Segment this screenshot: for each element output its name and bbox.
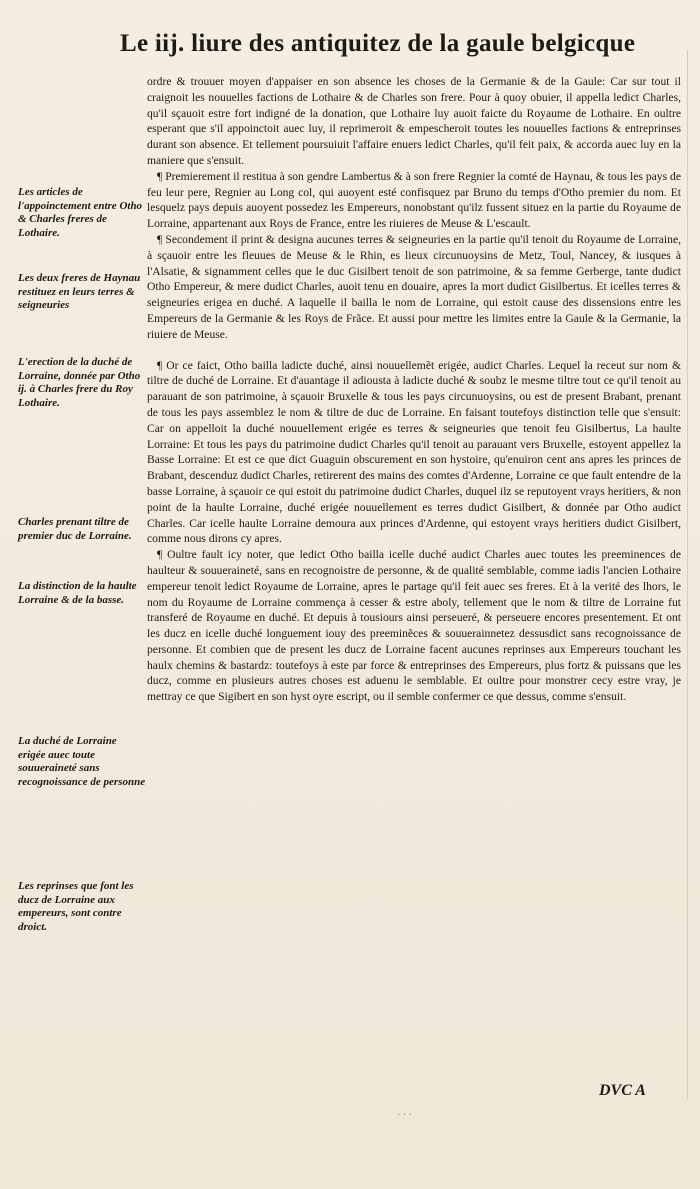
marginal-note: Charles prenant tiltre de premier duc de Lorraine. [18, 516, 132, 542]
paragraph: ¶ Premierement il restitua à son gendre Lambertus & à son frere Regnier la comté de Haynau, & tous les pays de feu leur pere, Regnier au Long col, qui auoyent esté confisquez par Bruno du temps d'Otho premier du nom. Et lesquelz pays depuis auoyent possedez les Empereurs, nonobstant qu'ilz fussent situez en la partie du Royaume de Lorraine, appartenant aux Roys de France, entre les riuieres de Meuse & L'escault. [147, 169, 681, 231]
ink-smudge: · · · [397, 1110, 412, 1121]
marginal-note: Les deux freres de Haynau restituez en leurs terres & seigneuries [18, 272, 141, 311]
marginal-note: La distinction de la haulte Lorraine & de la basse. [18, 580, 137, 606]
catchword: DVC A [599, 1082, 646, 1099]
paragraph: ¶ Secondement il print & designa aucunes terres & seigneuries en la partie qu'il tenoit du Royaume de Lorraine, à sçauoir entre les fleuues de Meuse & le Rhin, es lieux circunuoysins de Metz, Toul, Nancey, & iusques à l'Alsatie, & signamment celles que le duc Gisilbert tenoit de son patrimoine, & sa femme Gerberge, tante dudict Otho Empereur, & mere dudict Charles, auoit tenu en douaire, apres la mort dudict Gisilbertus. Et icelles terres & seigneuries erigea en duché. A laquelle il bailla le nom de Lorraine, qui estoit cause des dissensions entre les Empereurs de la Germanie & les Roys de Frãce. Et aussi pour mettre les limites entre la Gaule & la Germanie, la riuiere de Meuse. [147, 232, 681, 341]
page-edge [687, 50, 688, 1100]
marginal-note: La duché de Lorraine erigée auec toute souueraineté sans recognoissance de personne [18, 735, 146, 788]
running-header: Le iij. liure des antiquitez de la gaule belgicque [120, 30, 636, 57]
paragraph: ¶ Oultre fault icy noter, que ledict Otho bailla icelle duché audict Charles auec toutes les preeminences de haulteur & souueraineté, sans en recognoistre de personne, & de qualité semblable, comme iadis l'ancien Lothaire empereur tenoit ledict Royaume de Lorraine, apres le partage qu'il feit auec ses freres. Et à la verité des lhors, le nom du Royaume de Lorraine commença à cesser & estre aboly, tellement que le nom & tiltre de Lorraine fut transferé de Royaume en duché. Et depuis à tousiours ainsi perseueré, & perseuere encores presentement. Et ont les ducz en icelle duché longuement iouy des preeminẽces & souuerainnetez dessusdict sans recognoissance de personne. Et combien que de present les ducz de Lorraine facent aucunes reprinses aux Empereurs touchant les haulx chemins & bastardz: toutefoys à este par force & entreprinses des Empereurs, plus fortz & puissans que les ducz, comme en plusieurs autres choses est aduenu le semblable. Et oultre pour monstrer cecy estre vray, je mettray ce que Sigibert en son hyst oyre escript, ou il semble confermer ce que dessus, comme s'ensuit. [147, 548, 681, 704]
main-text [147, 74, 681, 705]
marginal-note: L'erection de la duché de Lorraine, donnée par Otho ij. à Charles frere du Roy Lothaire. [18, 356, 141, 409]
marginal-note: Les articles de l'appoinctement entre Otho & Charles freres de Lothaire. [18, 186, 143, 239]
paragraph: ordre & trouuer moyen d'appaiser en son absence les choses de la Germanie & de la Gaule: Car sur tout il craignoit les nouuelles factions de Lothaire & de Charles son frere. Pour à quoy obuier, il appella ledict Charles, qu'il sçauoit estre fort indigné de la donation, que Lothaire luy auoit faicte du Royaume de Lothaire. En oultre esperant que s'il appoinctoit auec luy, il reprimeroit & empescheroit toutes les nouuelles factions & entreprinses durant son absence. Et tellement poursuiuit l'affaire enuers ledict Charles, qu'il feit paix, & accorda auec luy en la maniere que s'ensuit. [147, 75, 681, 167]
paragraph: ¶ Or ce faict, Otho bailla ladicte duché, ainsi nouuellemẽt erigée, audict Charles. Lequel la receut sur nom & tiltre de duché de Lorraine. Et d'auantage il adiousta à ladicte duché & soubz le mesme tiltre tout ce qu'il tenoit au parauant de son patrimoine, à sçauoir Bruxelle & tous les pays circunuoysins, ou est de present Brabant, prenant de tous les pays assemblez le nom & tiltre de duc de Lorraine. En faisant toutefoys distinction telle que s'ensuit: Car on appelloit la duché nouuellement erigée es terres & seigneuries que tenoit feu Gisilbertus, La haulte Lorraine: Et tous les pays du patrimoine dudict Charles qu'il tenoit au parauant vers Bruxelle, estoyent appellez la Basse Lorraine: Et est ce que dict Guaguin obscurement en son hystoire, qu'enuiron cent ans apres les princes de Brabant, descenduz dudict Charles, retirerent des mains des comtes d'Ardenne, Lorraine ce que fault entendre de la basse Lorraine, à sçauoir ce qui estoit du patrimoine dudict Charles, duquel ilz se reputoyent vrays heritiers, & non point de la haulte Lorraine, duché erigée nouuellement es terres dudict Gisilbert, & donnée par Otho audict Charles. Car icelle haulte Lorraine demoura aux princes d'Ardenne, qui estoyent vrays heritiers dudict Gisilbert, comme nous dirons cy apres. [147, 358, 681, 546]
marginal-note: Les reprinses que font les ducz de Lorraine aux empereurs, sont contre droict. [18, 880, 134, 933]
